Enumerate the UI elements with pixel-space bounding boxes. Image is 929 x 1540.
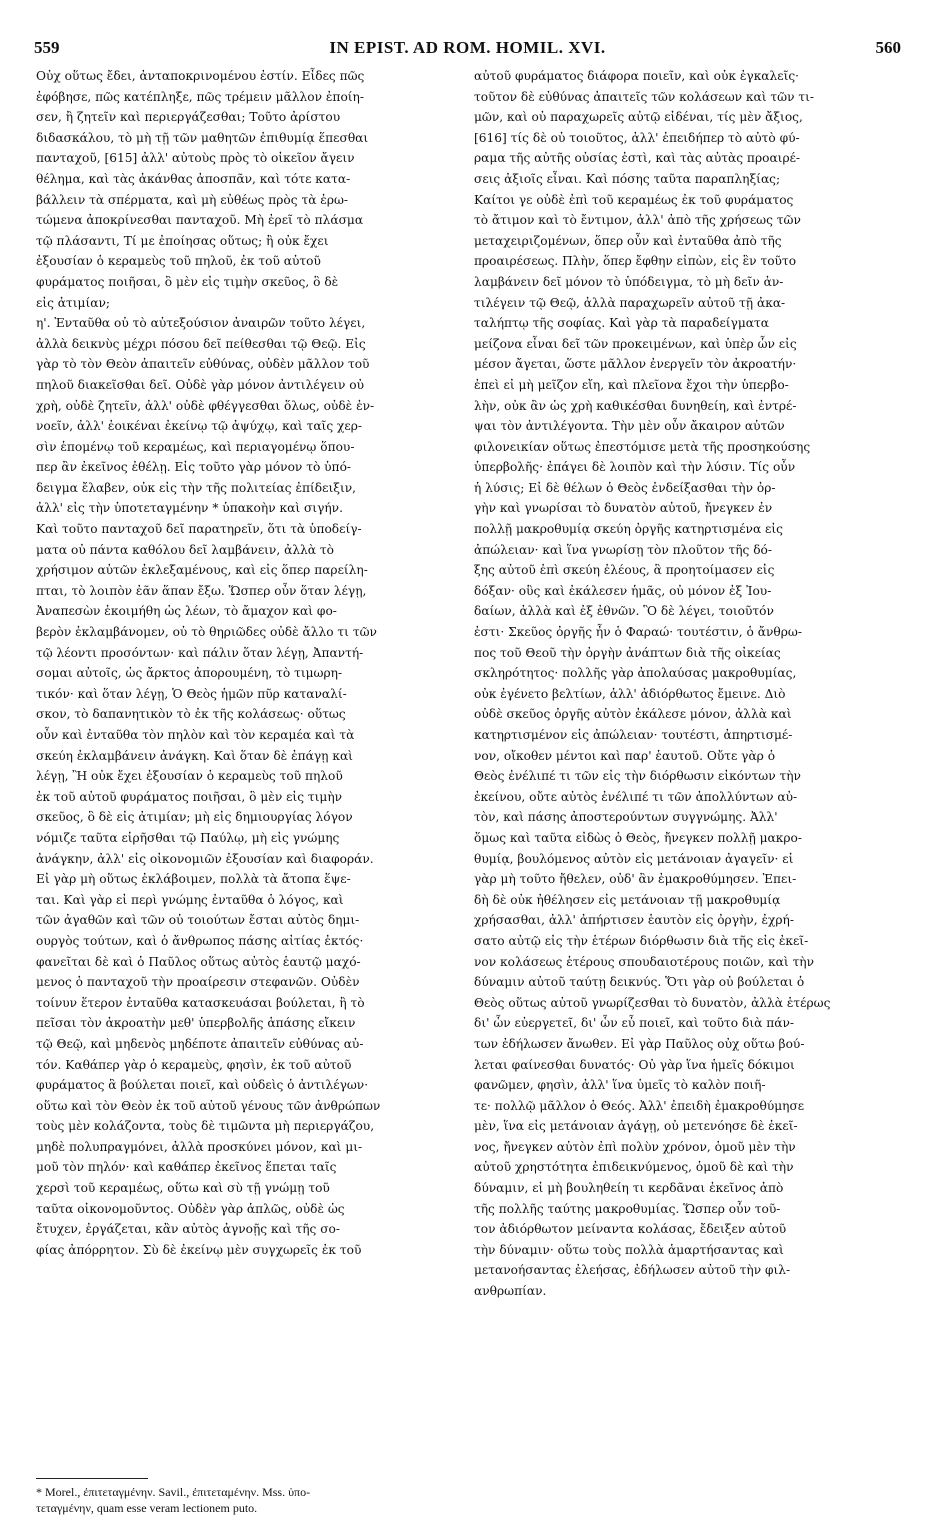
text-line: τοίνυν ἕτερον ἐνταῦθα κατασκευάσαι βούλεται, ἢ τὸ — [36, 995, 365, 1010]
text-line: θυμίᾳ, βουλόμενος αὐτὸν εἰς μετάνοιαν ἀγαγεῖν· εἰ — [474, 851, 794, 866]
text-line: δι' ὧν εὐεργετεῖ, δι' ὧν εὖ ποιεῖ, καὶ τοῦτο διὰ πάν- — [474, 1016, 794, 1031]
text-line: σκον, τὸ δαπανητικὸν τὸ ἐκ τῆς κολάσεως· οὕτως — [36, 707, 346, 722]
text-line: μὲν, ἵνα εἰς μετάνοιαν ἀγάγῃ, οὐ μετενόησε δὲ ἐκεῖ- — [474, 1119, 798, 1134]
text-line: ἀνάγκην, ἀλλ' εἰς οἰκονομιῶν ἐξουσίαν καὶ διαφοράν. — [36, 851, 374, 866]
text-line: ἐξουσίαν ὁ κεραμεὺς τοῦ πηλοῦ, ἐκ τοῦ αὐτοῦ — [36, 254, 321, 269]
text-line: φιλονεικίαν οὕτως ἐπεστόμισε μετὰ τῆς προσηκούσης — [474, 439, 811, 454]
text-line: τιλέγειν τῷ Θεῷ, ἀλλὰ παραχωρεῖν αὐτοῦ τῇ ἀκα- — [474, 295, 786, 310]
text-line: σκληρότητος· πολλῆς γὰρ ἀπολαύσας μακροθυμίας, — [474, 666, 797, 681]
text-line: τῆς πολλῆς ταύτης μακροθυμίας. Ὥσπερ οὖν τοῦ- — [474, 1201, 781, 1216]
text-line: τόν. Καθάπερ γὰρ ὁ κεραμεὺς, φησὶν, ἐκ τοῦ αὐτοῦ — [36, 1057, 352, 1072]
text-line: Θεὸς οὕτως αὐτοῦ γνωρίζεσθαι τὸ δυνατὸν, ἀλλὰ ἑτέρως — [474, 995, 831, 1010]
text-line: φυράματος ἃ βούλεται ποιεῖ, καὶ οὐδεὶς ὁ ἀντιλέγων· — [36, 1078, 369, 1093]
text-line: πος τοῦ Θεοῦ τὴν ὀργὴν ἀνάπτων διὰ τῆς οἰκείας — [474, 645, 781, 660]
text-line: νον, οἴκοθεν μέντοι καὶ παρ' ἑαυτοῦ. Οὔτε γὰρ ὁ — [474, 748, 776, 763]
text-line: ουργὸς τούτων, καὶ ὁ ἄνθρωπος πάσης αἰτίας ἐκτός· — [36, 933, 364, 948]
text-line: ἔτυχεν, ἐργάζεται, κἂν αὐτὸς ἀγνοῇς καὶ τῆς σο- — [36, 1222, 341, 1237]
text-line: τῷ πλάσαντι, Τί με ἐποίησας οὕτως; ἢ οὐκ ἔχει — [36, 233, 329, 248]
text-line: σὶν ἑπομένῳ τοῦ κεραμέως, καὶ περιαγομένῳ ὅπου- — [36, 439, 355, 454]
text-line: μείζονα εἶναι δεῖ τῶν προκειμένων, καὶ ὑπὲρ ὧν εἰς — [474, 336, 797, 351]
text-line: τικόν· καὶ ὅταν λέγῃ, Ὁ Θεὸς ἡμῶν πῦρ καταναλί- — [36, 686, 347, 701]
footnote — [36, 1484, 456, 1516]
text-line: λὴν, οὐκ ἂν ὡς χρὴ καθικέσθαι δυνηθείη, καὶ ἐντρέ- — [474, 398, 797, 413]
text-line: τῷ Θεῷ, καὶ μηδενὸς μηδέποτε ἀπαιτεῖν εὐθύνας αὐ- — [36, 1036, 364, 1051]
text-line: σκεῦος, ὃ δὲ εἰς ἀτιμίαν; μὴ εἰς δημιουργίας λόγον — [36, 810, 353, 825]
text-line: φανεῖται δὲ καὶ ὁ Παῦλος οὕτως αὐτὸς ἑαυτῷ μαχό- — [36, 954, 361, 969]
text-line: μῶν, καὶ οὐ παραχωρεῖς αὐτῷ εἰδέναι, τίς μὲν ἄξιος, — [474, 110, 803, 125]
text-line: δὴ δὲ οὐκ ἠθέλησεν εἰς μετάνοιαν τῇ μακροθυμίᾳ — [474, 892, 781, 907]
text-line: σομαι αὐτοῖς, ὡς ἄρκτος ἀπορουμένη, τὸ τιμωρη- — [36, 666, 343, 681]
text-line: εἰς ἀτιμίαν; — [36, 295, 110, 310]
text-line: γὰρ μὴ τοῦτο ἤθελεν, οὐδ' ἂν ἐμακροθύμησεν. Ἐπει- — [474, 872, 797, 887]
text-line: μέσον ἄγεται, ὥστε μᾶλλον ἐνεργεῖν τὸν ἀκροατήν· — [474, 357, 797, 372]
text-line: πεῖσαι τὸν ἀκροατὴν μεθ' ὑπερβολῆς ἁπάσης εἴκειν — [36, 1016, 356, 1031]
text-line: λαμβάνειν δεῖ μόνον τὸ ὑπόδειγμα, τὸ μὴ δεῖν ἀν- — [474, 274, 784, 289]
text-line: φανῶμεν, φησὶν, ἀλλ' ἵνα ὑμεῖς τὸ καλὸν ποιῆ- — [474, 1078, 766, 1093]
text-line: νοεῖν, ἀλλ' ἐοικέναι ἐκείνῳ τῷ ἀψύχῳ, καὶ ταῖς χερ- — [36, 419, 363, 434]
text-line: [616] τίς δὲ οὐ τοιοῦτος, ἀλλ' ἐπειδήπερ τὸ αὐτὸ φύ- — [474, 130, 800, 145]
text-line: των ἐδήλωσεν ἄνωθεν. Εἰ γὰρ Παῦλος οὐχ οὕτω βού- — [474, 1036, 805, 1051]
text-line: ἐφόβησε, πῶς κατέπληξε, πῶς τρέμειν μᾶλλον ἐποίη- — [36, 89, 364, 104]
text-line: πηλοῦ διακεῖσθαι δεῖ. Οὐδὲ γὰρ μόνον ἀντιλέγειν οὐ — [36, 377, 365, 392]
text-line: μοῦ τὸν πηλόν· καὶ καθάπερ ἐκεῖνος ἕπεται ταῖς — [36, 1160, 337, 1175]
text-line: Ἀναπεσὼν ἐκοιμήθη ὡς λέων, τὸ ἄμαχον καὶ φο- — [36, 604, 337, 619]
text-line: πται, τὸ λοιπὸν ἐᾶν ἅπαν ἔξω. Ὥσπερ οὖν ὅταν λέγῃ, — [36, 583, 367, 598]
text-line: ἡ λύσις; Εἰ δὲ θέλων ὁ Θεὸς ἐνδείξασθαι τὴν ὀρ- — [474, 480, 776, 495]
text-line: Εἰ γὰρ μὴ οὕτως ἐκλάβοιμεν, πολλὰ τὰ ἄτοπα ἕψε- — [36, 872, 351, 887]
text-line: τὴν δύναμιν· οὕτω τοὺς πολλὰ ἁμαρτήσαντας καὶ — [474, 1242, 784, 1257]
text-line: ἐκείνου, οὔτε αὐτὸς ἐνέλιπέ τι τῶν ἀπολλύντων αὐ- — [474, 789, 798, 804]
text-line: τῷ λέοντι προσόντων· καὶ πάλιν ὅταν λέγῃ, Ἀπαντή- — [36, 645, 364, 660]
text-line: ταῦτα οἰκονομοῦντος. Οὐδὲν γὰρ ἁπλῶς, οὐδὲ ὡς — [36, 1201, 345, 1216]
text-line: ἐστι· Σκεῦος ὀργῆς ἦν ὁ Φαραώ· τουτέστιν, ὁ ἄνθρω- — [474, 625, 802, 640]
text-line: τὸν, καὶ πάσης ἀποστερούντων συγγνώμης. Ἀλλ' — [474, 810, 778, 825]
text-line: διδασκάλου, τὸ μὴ τῇ τῶν μαθητῶν ἐπιθυμίᾳ ἕπεσθαι — [36, 130, 369, 145]
text-line: φυράματος ποιῆσαι, ὃ μὲν εἰς τιμὴν σκεῦος, ὃ δὲ — [36, 274, 339, 289]
text-line: τε· πολλῷ μᾶλλον ὁ Θεός. Ἀλλ' ἐπειδὴ ἐμακροθύμησε — [474, 1098, 805, 1113]
text-line: αὐτοῦ φυράματος διάφορα ποιεῖν, καὶ οὐκ ἐγκαλεῖς· — [474, 69, 800, 83]
text-line: χρήσιμον αὐτῶν ἐκλεξαμένους, καὶ εἰς ὅπερ παρείλη- — [36, 563, 368, 578]
text-line: φίας ἀπόρρητον. Σὺ δὲ ἐκείνῳ μὲν συγχωρεῖς ἐκ τοῦ — [36, 1242, 362, 1257]
text-line: δόξαν· οὓς καὶ ἐκάλεσεν ἡμᾶς, οὐ μόνον ἐξ Ἰου- — [474, 583, 772, 598]
text-line: οὐκ ἐγένετο βελτίων, ἀλλ' ἀδιόρθωτος ἔμεινε. Διὸ — [474, 686, 786, 701]
text-line: λέγῃ, Ἢ οὐκ ἔχει ἐξουσίαν ὁ κεραμεὺς τοῦ πηλοῦ — [36, 769, 343, 784]
running-title: IN EPIST. AD ROM. HOMIL. XVI. — [329, 38, 606, 57]
text-line: η'. Ἐνταῦθα οὐ τὸ αὐτεξούσιον ἀναιρῶν τοῦτο λέγει, — [36, 316, 366, 331]
text-line: σκεύη ἐκλαμβάνειν ἀνάγκη. Καὶ ὅταν δὲ ἐπάγῃ καὶ — [36, 748, 353, 763]
text-line: δειγμα ἔλαβεν, οὐκ εἰς τὴν τῆς πολιτείας ἐπίδειξιν, — [36, 480, 356, 495]
text-line: τῶν ἀγαθῶν καὶ τῶν οὐ τοιούτων ἔσται αὐτὸς δημι- — [36, 913, 360, 928]
text-line: θέλημα, καὶ τὰς ἀκάνθας ἀποσπᾶν, καὶ τότε κατα- — [36, 171, 351, 186]
text-line: λεται φαίνεσθαι δυνατός· Οὐ γὰρ ἵνα ἡμεῖς δόκιμοι — [474, 1057, 795, 1072]
text-line: νος, ἤνεγκεν αὐτὸν ἐπὶ πολὺν χρόνον, ὁμοῦ μὲν τὴν — [474, 1139, 796, 1154]
text-line: ὑπερβολῆς· ἐπάγει δὲ λοιπὸν καὶ τὴν λύσιν. Τίς οὖν — [474, 460, 796, 475]
footnote-line: τεταγμένην, quam esse veram lectionem puto. — [36, 1501, 258, 1515]
text-line: οὐδὲ σκεῦος ὀργῆς αὐτὸν ἐκάλεσε μόνον, ἀλλὰ καὶ — [474, 707, 792, 722]
text-line: τὸ ἄτιμον καὶ τὸ ἔντιμον, ἀλλ' ἀπὸ τῆς χρήσεως τῶν — [474, 213, 801, 228]
text-line: ματα οὐ πάντα καθόλου δεῖ λαμβάνειν, ἀλλὰ τὸ — [36, 542, 334, 557]
text-line: τον ἀδιόρθωτον μείναντα κολάσας, ἔδειξεν αὐτοῦ — [474, 1222, 787, 1237]
text-line: βερὸν ἐκλαμβάνομεν, οὐ τὸ θηριῶδες οὐδὲ ἄλλο τι τῶν — [36, 625, 377, 640]
text-line: κατηρτισμένον εἰς ἀπώλειαν· τουτέστι, ἀπηρτισμέ- — [474, 728, 793, 742]
text-line: ανθρωπίαν. — [474, 1284, 547, 1299]
text-line: τοὺς μὲν κολάζοντα, τοὺς δὲ τιμῶντα μὴ περιεργάζου, — [36, 1119, 375, 1134]
page-number-right: 560 — [875, 38, 901, 57]
text-line: ψαι τὸν ἀντιλέγοντα. Τὴν μὲν οὖν ἄκαιρον αὐτῶν — [474, 419, 785, 434]
text-line: ται. Καὶ γὰρ εἰ περὶ γνώμης ἐνταῦθα ὁ λόγος, καὶ — [36, 892, 344, 907]
text-line: Καίτοι γε οὐδὲ ἐπὶ τοῦ κεραμέως ἐκ τοῦ φυράματος — [474, 192, 794, 207]
footnote-line: * Morel., ἐπιτεταγμένην. Savil., ἐπιτεταμένην. Mss. ὑπο- — [36, 1485, 311, 1499]
text-line: σεν, ἢ ζητεῖν καὶ περιεργάζεσθαι; Τοῦτο ἀρίστου — [36, 110, 341, 125]
text-line: χρήσασθαι, ἀλλ' ἀπήρτισεν ἑαυτὸν εἰς ὀργὴν, ἐχρή- — [474, 913, 794, 928]
text-line: μετανοήσαντας ἐλεήσας, ἐδήλωσεν αὐτοῦ τὴν φιλ- — [474, 1263, 791, 1278]
page-number-left: 559 — [34, 38, 60, 57]
text-line: ἐπεὶ εἰ μὴ μεῖζον εἴη, καὶ πλεῖονα ἔχοι τὴν ὑπερβο- — [474, 377, 789, 392]
text-line: τώμενα ἀποκρίνεσθαι πανταχοῦ. Μὴ ἐρεῖ τὸ πλάσμα — [36, 213, 364, 228]
text-line: βάλλειν τὰ σπέρματα, καὶ μὴ εὐθέως πρὸς τὰ ἐρω- — [36, 192, 349, 207]
text-line: σατο αὐτῷ εἰς τὴν ἑτέρων διόρθωσιν διὰ τῆς εἰς ἐκεῖ- — [474, 933, 809, 948]
text-line: νόμιζε ταῦτα εἰρῆσθαι τῷ Παύλῳ, μὴ εἰς γνώμης — [36, 830, 340, 845]
running-header — [34, 38, 901, 60]
text-line: χερσὶ τοῦ κεραμέως, οὕτω καὶ σὺ τῇ γνώμῃ τοῦ — [36, 1181, 330, 1196]
text-line: σεις ἀξιοῖς εἶναι. Καὶ πόσης ταῦτα παραπληξίας; — [474, 171, 781, 186]
text-line: ἀπώλειαν· καὶ ἵνα γνωρίσῃ τὸν πλοῦτον τῆς δό- — [474, 542, 772, 557]
text-line: ραμα τῆς αὐτῆς οὐσίας ἐστὶ, καὶ τὰς αὐτὰς προαιρέ- — [474, 151, 801, 166]
text-line: γὴν καὶ γνωρίσαι τὸ δυνατὸν αὐτοῦ, ἤνεγκεν ἐν — [474, 501, 773, 516]
text-line: Καὶ τοῦτο πανταχοῦ δεῖ παρατηρεῖν, ὅτι τὰ ὑποδείγ- — [36, 522, 362, 537]
text-line: μενος ὁ πανταχοῦ τὴν προαίρεσιν στεφανῶν. Οὐδὲν — [36, 975, 360, 990]
text-line: ἀλλ' εἰς τὴν ὑποτεταγμένην * ὑπακοὴν καὶ σιγήν. — [36, 501, 343, 516]
text-line: δύναμιν αὐτοῦ ταύτῃ δεικνύς. Ὅτι γὰρ οὐ βούλεται ὁ — [474, 975, 805, 990]
text-line: χρὴ, οὐδὲ ζητεῖν, ἀλλ' οὐδὲ φθέγγεσθαι ὅλως, οὐδὲ ἐν- — [36, 398, 375, 413]
text-line: αὐτοῦ χρηστότητα ἐπιδεικνύμενος, ὁμοῦ δὲ καὶ τὴν — [474, 1160, 794, 1175]
text-line: γὰρ τὸ τὸν Θεὸν ἀπαιτεῖν εὐθύνας, οὐδὲν μᾶλλον τοῦ — [36, 357, 370, 372]
text-line: ταλήπτῳ τῆς σοφίας. Καὶ γὰρ τὰ παραδείγματα — [474, 316, 769, 331]
text-line: Θεὸς ἐνέλιπέ τι τῶν εἰς τὴν διόρθωσιν εἰκόντων τὴν — [474, 769, 801, 784]
text-line: ἐκ τοῦ αὐτοῦ φυράματος ποιῆσαι, ὃ μὲν εἰς τιμὴν — [36, 789, 343, 804]
text-line: προαιρέσεως. Πλὴν, ὅπερ ἔφθην εἰπὼν, εἰς ἓν τοῦτο — [474, 254, 797, 269]
right-text-column — [474, 66, 894, 1302]
text-line: περ ἂν ἐκεῖνος ἐθέλῃ. Εἰς τοῦτο γὰρ μόνον τὸ ὑπό- — [36, 460, 352, 475]
text-line: μεταχειριζομένων, ὅπερ οὖν καὶ ἐνταῦθα ἀπὸ τῆς — [474, 233, 782, 248]
footnote-divider — [36, 1478, 148, 1479]
text-line: ξης αὐτοῦ ἐπὶ σκεύη ἐλέους, ἃ προητοίμασεν εἰς — [474, 563, 775, 578]
text-line: μηδὲ πολυπραγμόνει, ἀλλὰ προσκύνει μόνον, καὶ μι- — [36, 1139, 363, 1154]
text-line: ἀλλὰ δεικνὺς μέχρι πόσου δεῖ πείθεσθαι τῷ Θεῷ. Εἰς — [36, 336, 366, 351]
text-line: πανταχοῦ, [615] ἀλλ' αὐτοὺς πρὸς τὸ οἰκεῖον ἄγειν — [36, 151, 355, 166]
text-line: τοῦτον δὲ εὐθύνας ἀπαιτεῖς τῶν κολάσεων καὶ τῶν τι- — [474, 89, 815, 104]
text-line: δαίων, ἀλλὰ καὶ ἐξ ἐθνῶν. Ὃ δὲ λέγει, τοιοῦτόν — [474, 604, 774, 619]
text-line: ὅμως καὶ ταῦτα εἰδὼς ὁ Θεὸς, ἤνεγκεν πολλῇ μακρο- — [474, 830, 803, 845]
left-text-column — [36, 66, 456, 1260]
text-line: οὖν καὶ ἐνταῦθα τὸν πηλὸν καὶ τὸν κεραμέα καὶ τὰ — [36, 728, 355, 742]
text-line: οὕτω καὶ τὸν Θεὸν ἐκ τοῦ αὐτοῦ γένους τῶν ἀνθρώπων — [36, 1098, 381, 1113]
text-line: Οὐχ οὕτως ἔδει, ἀνταποκρινομένου ἐστίν. Εἶδες πῶς — [36, 69, 365, 83]
text-line: πολλῇ μακροθυμίᾳ σκεύη ὀργῆς κατηρτισμένα εἰς — [474, 522, 783, 537]
text-line: νον κολάσεως ἑτέρους σπουδαιοτέρους ποιῶν, καὶ τὴν — [474, 954, 815, 969]
text-line: δύναμιν, εἰ μὴ βουληθείη τι κερδᾶναι ἐκεῖνος ἀπὸ — [474, 1181, 784, 1196]
